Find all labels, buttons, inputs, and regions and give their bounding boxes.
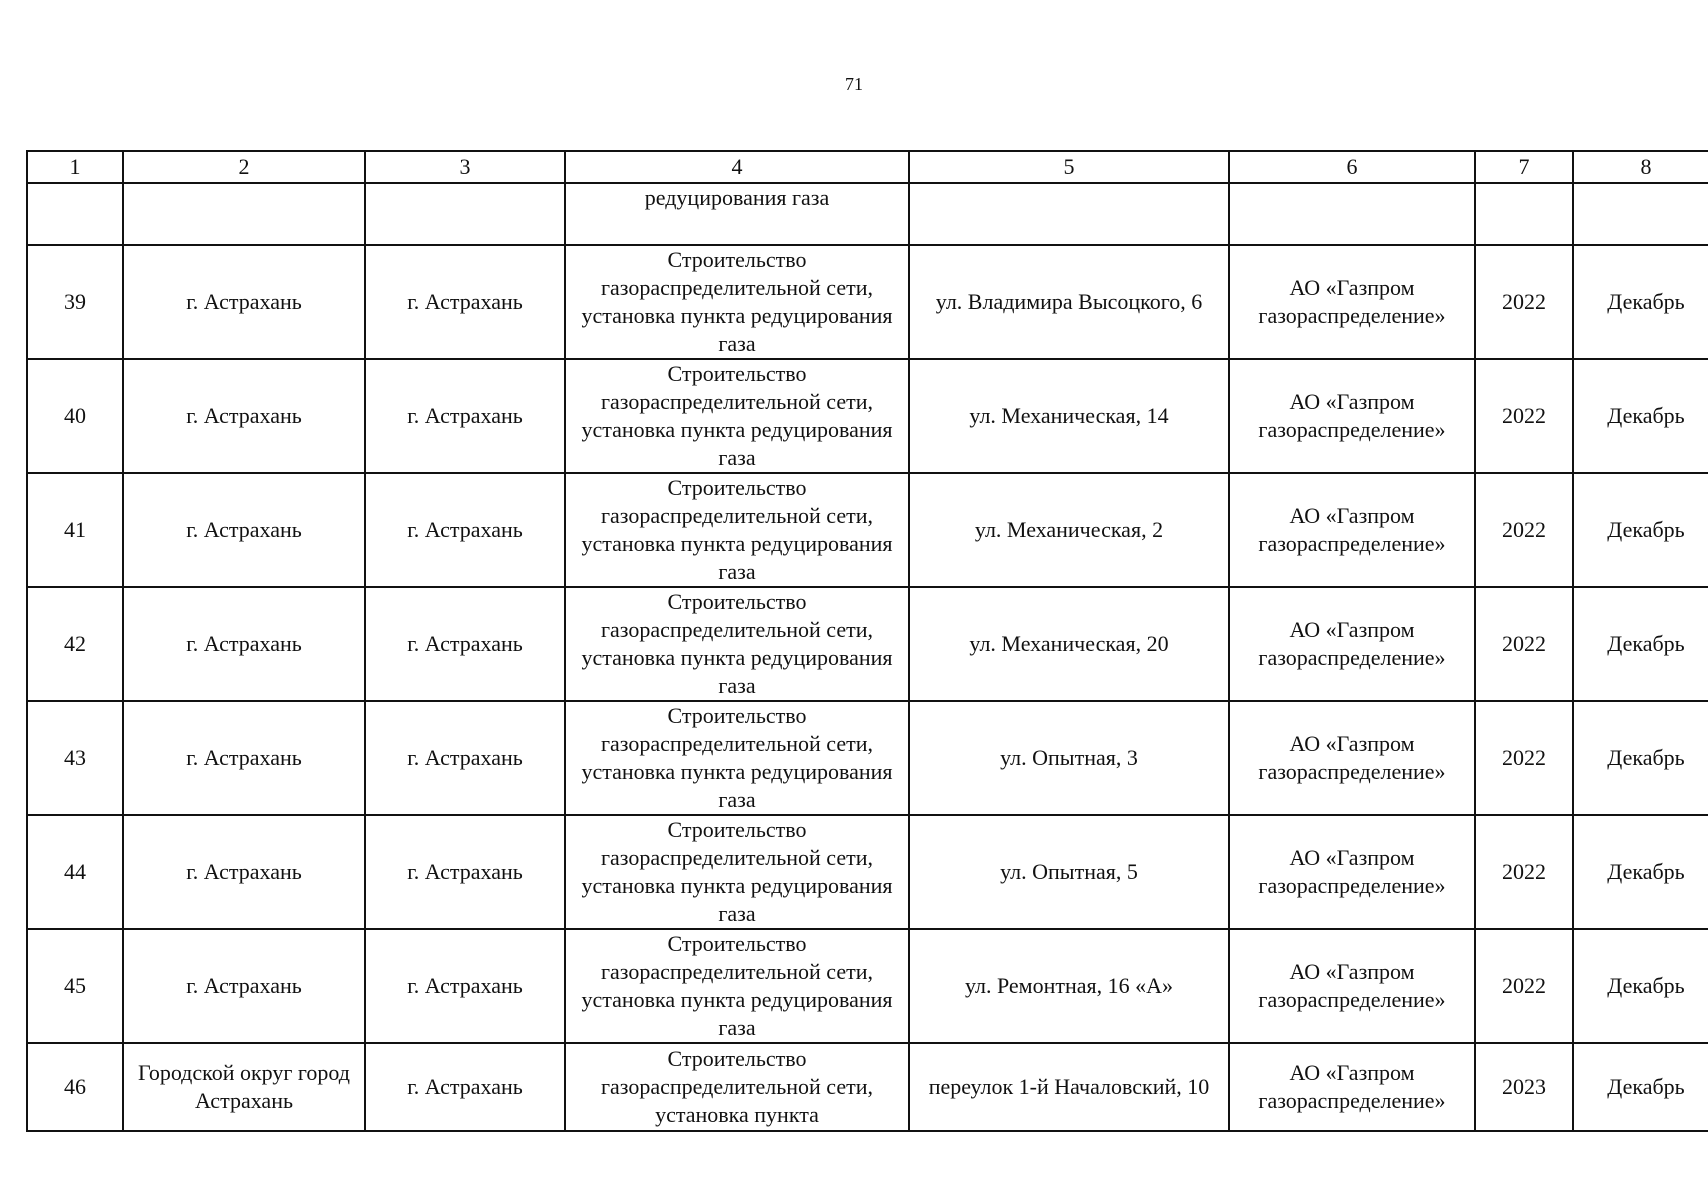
table-cell (27, 183, 123, 245)
year-cell: 2022 (1475, 245, 1573, 359)
column-header: 1 (27, 151, 123, 183)
address-cell: ул. Владимира Высоцкого, 6 (909, 245, 1229, 359)
continuation-row (27, 183, 1708, 245)
settlement-cell: г. Астрахань (365, 701, 565, 815)
column-header: 2 (123, 151, 365, 183)
column-header: 3 (365, 151, 565, 183)
organization-cell: АО «Газпром газораспределение» (1229, 587, 1475, 701)
work-description-cell: Строительство газораспределительной сети, установка пункта (565, 1043, 909, 1131)
address-cell: ул. Механическая, 20 (909, 587, 1229, 701)
municipality-cell: г. Астрахань (123, 929, 365, 1043)
row-number-cell: 39 (27, 245, 123, 359)
column-header: 6 (1229, 151, 1475, 183)
table-row (27, 701, 1708, 815)
year-cell: 2023 (1475, 1043, 1573, 1131)
column-header: 8 (1573, 151, 1708, 183)
settlement-cell: г. Астрахань (365, 929, 565, 1043)
year-cell: 2022 (1475, 929, 1573, 1043)
row-number-cell: 42 (27, 587, 123, 701)
table-cell (909, 183, 1229, 245)
settlement-cell: г. Астрахань (365, 1043, 565, 1131)
table-rows (27, 245, 1708, 1131)
table-row (27, 587, 1708, 701)
column-header: 7 (1475, 151, 1573, 183)
address-cell: переулок 1-й Началовский, 10 (909, 1043, 1229, 1131)
year-cell: 2022 (1475, 587, 1573, 701)
gas-network-schedule-table (26, 150, 1708, 1132)
table-cell (1229, 183, 1475, 245)
table-row (27, 359, 1708, 473)
municipality-cell: г. Астрахань (123, 587, 365, 701)
column-header: 5 (909, 151, 1229, 183)
month-cell: Декабрь (1573, 473, 1708, 587)
work-description-cell: Строительство газораспределительной сети, установка пункта редуцирования газа (565, 245, 909, 359)
organization-cell: АО «Газпром газораспределение» (1229, 359, 1475, 473)
address-cell: ул. Механическая, 14 (909, 359, 1229, 473)
address-cell: ул. Опытная, 3 (909, 701, 1229, 815)
row-number-cell: 45 (27, 929, 123, 1043)
row-number-cell: 44 (27, 815, 123, 929)
month-cell: Декабрь (1573, 815, 1708, 929)
municipality-cell: Городской округ город Астрахань (123, 1043, 365, 1131)
table-row (27, 245, 1708, 359)
table-row (27, 473, 1708, 587)
municipality-cell: г. Астрахань (123, 815, 365, 929)
year-cell: 2022 (1475, 473, 1573, 587)
year-cell: 2022 (1475, 701, 1573, 815)
municipality-cell: г. Астрахань (123, 701, 365, 815)
column-header: 4 (565, 151, 909, 183)
settlement-cell: г. Астрахань (365, 359, 565, 473)
table-cell (365, 183, 565, 245)
work-description-cell: Строительство газораспределительной сети, установка пункта редуцирования газа (565, 473, 909, 587)
settlement-cell: г. Астрахань (365, 473, 565, 587)
row-number-cell: 46 (27, 1043, 123, 1131)
organization-cell: АО «Газпром газораспределение» (1229, 1043, 1475, 1131)
work-description-cell: Строительство газораспределительной сети, установка пункта редуцирования газа (565, 587, 909, 701)
year-cell: 2022 (1475, 359, 1573, 473)
organization-cell: АО «Газпром газораспределение» (1229, 815, 1475, 929)
work-description-cell: Строительство газораспределительной сети, установка пункта редуцирования газа (565, 815, 909, 929)
organization-cell: АО «Газпром газораспределение» (1229, 929, 1475, 1043)
month-cell: Декабрь (1573, 359, 1708, 473)
municipality-cell: г. Астрахань (123, 473, 365, 587)
settlement-cell: г. Астрахань (365, 815, 565, 929)
continuation-cell: редуцирования газа (565, 183, 909, 245)
month-cell: Декабрь (1573, 929, 1708, 1043)
row-number-cell: 40 (27, 359, 123, 473)
address-cell: ул. Опытная, 5 (909, 815, 1229, 929)
row-number-cell: 43 (27, 701, 123, 815)
month-cell: Декабрь (1573, 245, 1708, 359)
work-description-cell: Строительство газораспределительной сети, установка пункта редуцирования газа (565, 929, 909, 1043)
address-cell: ул. Механическая, 2 (909, 473, 1229, 587)
table-row (27, 929, 1708, 1043)
settlement-cell: г. Астрахань (365, 587, 565, 701)
table-cell (1573, 183, 1708, 245)
table-row (27, 1043, 1708, 1131)
organization-cell: АО «Газпром газораспределение» (1229, 473, 1475, 587)
table-cell (123, 183, 365, 245)
month-cell: Декабрь (1573, 701, 1708, 815)
settlement-cell: г. Астрахань (365, 245, 565, 359)
month-cell: Декабрь (1573, 1043, 1708, 1131)
month-cell: Декабрь (1573, 587, 1708, 701)
year-cell: 2022 (1475, 815, 1573, 929)
municipality-cell: г. Астрахань (123, 359, 365, 473)
work-description-cell: Строительство газораспределительной сети, установка пункта редуцирования газа (565, 701, 909, 815)
table-cell (1475, 183, 1573, 245)
work-description-cell: Строительство газораспределительной сети, установка пункта редуцирования газа (565, 359, 909, 473)
address-cell: ул. Ремонтная, 16 «А» (909, 929, 1229, 1043)
table-row (27, 815, 1708, 929)
organization-cell: АО «Газпром газораспределение» (1229, 701, 1475, 815)
municipality-cell: г. Астрахань (123, 245, 365, 359)
page-number: 71 (845, 74, 863, 94)
organization-cell: АО «Газпром газораспределение» (1229, 245, 1475, 359)
column-number-row (27, 151, 1708, 183)
row-number-cell: 41 (27, 473, 123, 587)
